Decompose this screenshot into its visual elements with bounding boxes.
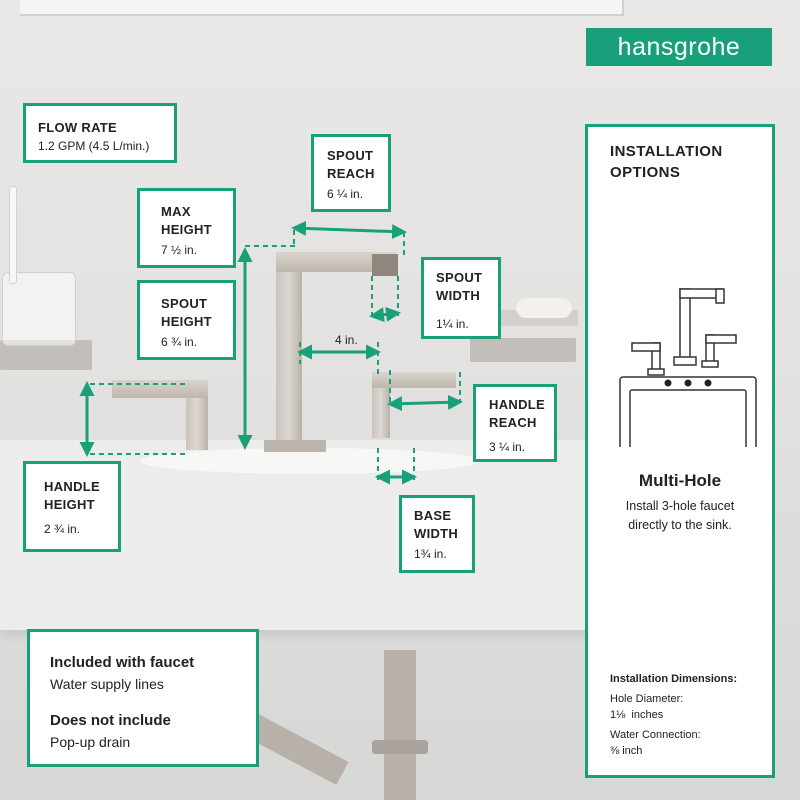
spout-width-value: 1¼ in. — [436, 317, 469, 331]
brand-logo: hansgrohe — [586, 28, 772, 66]
flow-rate-box — [23, 103, 177, 163]
max-height-box — [137, 188, 236, 268]
multi-hole-desc-1: Install 3-hole faucet — [625, 499, 735, 513]
flow-rate-value: 1.2 GPM (4.5 L/min.) — [38, 139, 150, 153]
spout-height-label-1: SPOUT — [161, 296, 208, 311]
flow-rate-label: FLOW RATE — [38, 120, 117, 135]
included-box — [27, 629, 259, 767]
not-included-item: Pop-up drain — [50, 734, 131, 750]
multi-hole-faucet-icon — [608, 277, 758, 447]
spout-height-value: 6 ¾ in. — [161, 335, 198, 349]
base-width-value: 1¾ in. — [414, 547, 447, 561]
handle-reach-value: 3 ¼ in. — [489, 440, 526, 454]
handle-reach-label-2: REACH — [489, 415, 537, 430]
spout-width-label-1: SPOUT — [436, 270, 483, 285]
max-height-label-2: HEIGHT — [161, 222, 212, 237]
base-width-label-2: WIDTH — [414, 526, 459, 541]
base-width-label-1: BASE — [414, 508, 452, 523]
multi-hole-desc-2: directly to the sink. — [628, 518, 732, 532]
base-width-box — [399, 495, 475, 573]
water-connection-label: Water Connection: — [610, 729, 701, 741]
installation-options-panel — [585, 124, 775, 778]
handle-spacing-value: 4 in. — [335, 333, 358, 347]
spout-reach-arrow — [294, 228, 404, 232]
spout-reach-value: 6 ¼ in. — [327, 187, 364, 201]
max-height-label-1: MAX — [161, 204, 191, 219]
installation-title-2: OPTIONS — [610, 164, 681, 181]
included-heading: Included with faucet — [50, 654, 195, 671]
handle-reach-label-1: HANDLE — [489, 397, 545, 412]
water-connection-value: ⅜ inch — [610, 745, 643, 757]
spout-height-label-2: HEIGHT — [161, 314, 212, 329]
handle-height-box — [23, 461, 121, 552]
multi-hole-title: Multi-Hole — [638, 471, 722, 490]
hole-diameter-label: Hole Diameter: — [610, 693, 684, 705]
handle-reach-arrow — [390, 402, 460, 404]
handle-reach-box — [473, 384, 557, 462]
spout-height-box — [137, 280, 236, 360]
spout-reach-box — [311, 134, 391, 212]
spout-width-box — [421, 257, 501, 339]
handle-height-label-2: HEIGHT — [44, 497, 95, 512]
not-included-heading: Does not include — [50, 712, 171, 729]
spout-reach-label-2: REACH — [327, 166, 375, 181]
hole-diameter-value: 1⅛ inches — [610, 709, 664, 721]
handle-height-label-1: HANDLE — [44, 479, 100, 494]
spout-width-arrow — [372, 313, 398, 316]
spout-width-label-2: WIDTH — [436, 288, 481, 303]
install-dims-title: Installation Dimensions: — [610, 673, 738, 685]
spout-reach-label-1: SPOUT — [327, 148, 374, 163]
included-item: Water supply lines — [50, 676, 164, 692]
installation-title-1: INSTALLATION — [610, 143, 723, 160]
handle-height-value: 2 ¾ in. — [44, 522, 81, 536]
max-height-value: 7 ½ in. — [161, 243, 198, 257]
